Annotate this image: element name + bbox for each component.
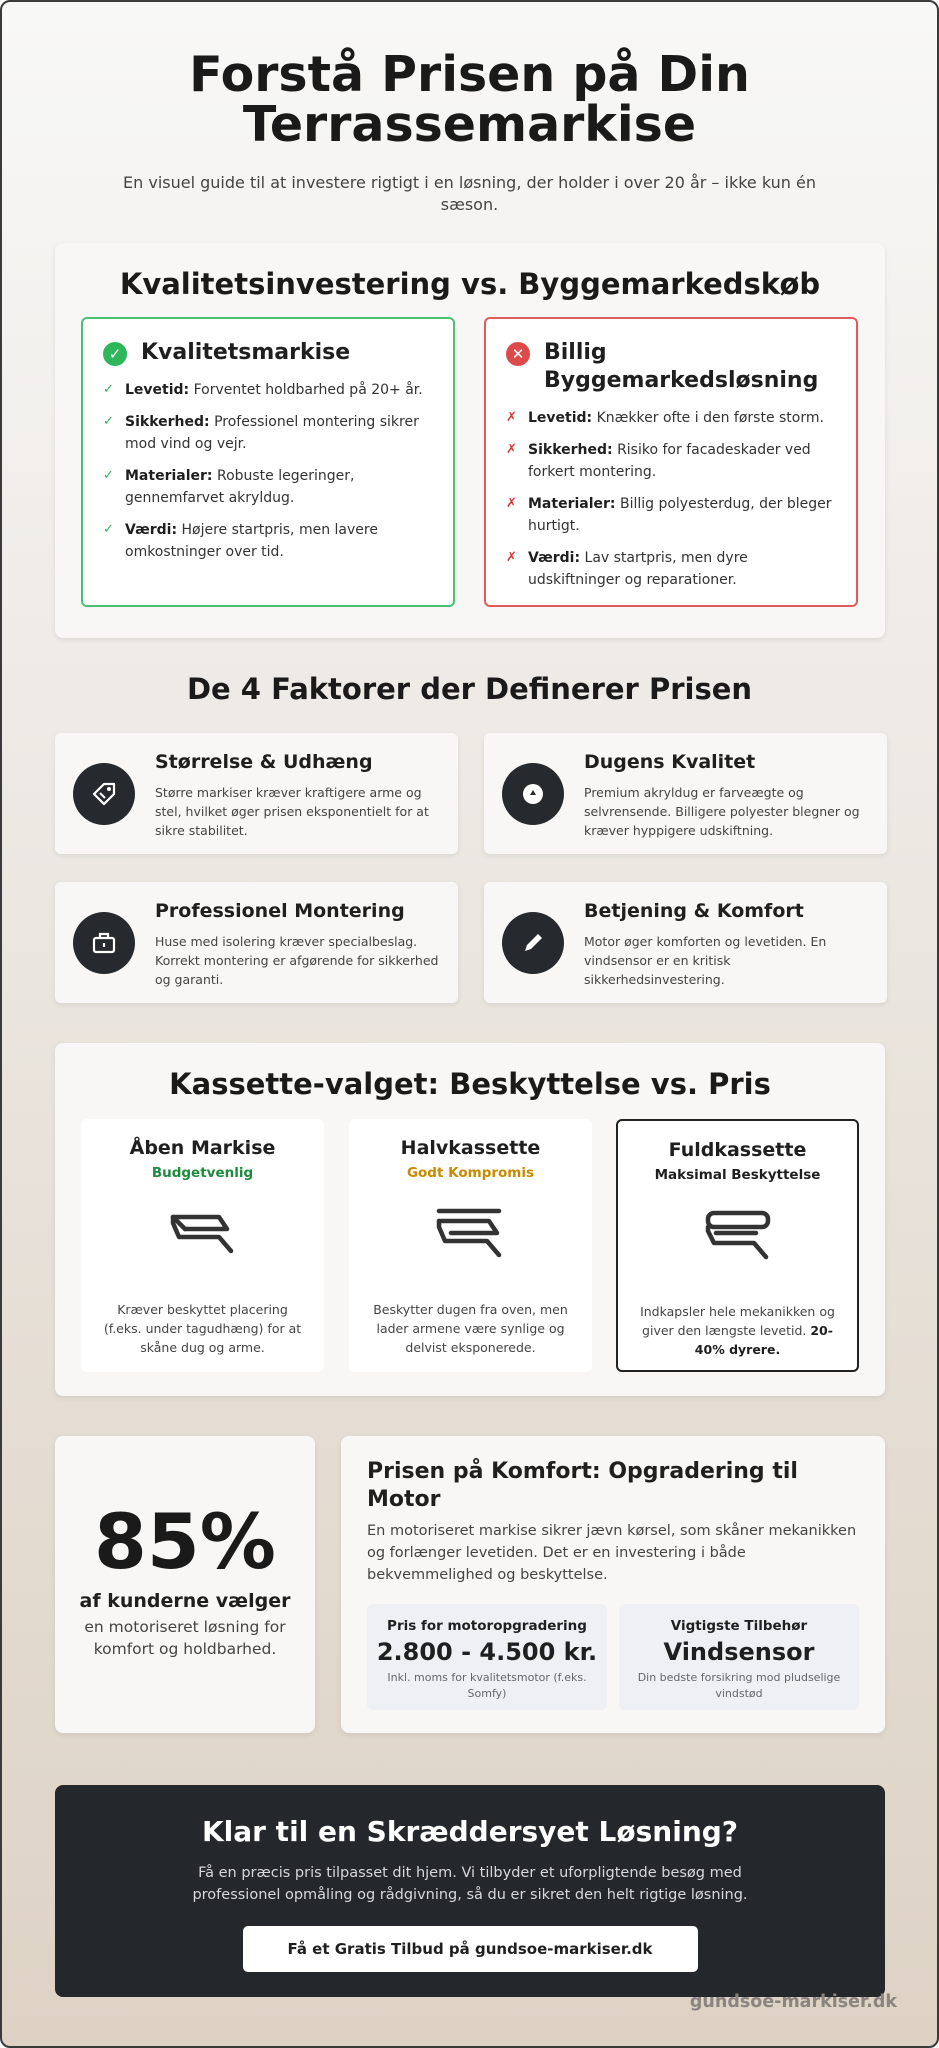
cross-icon: ✗ bbox=[506, 442, 517, 457]
stat-text: en motoriseret løsning for komfort og holdbarhed. bbox=[84, 1618, 286, 1658]
tag-icon bbox=[73, 763, 135, 825]
factors-title: De 4 Faktorer der Definerer Prisen bbox=[186, 672, 753, 706]
check-icon: ✓ bbox=[103, 382, 114, 397]
quality-title: Kvalitetsmarkise bbox=[141, 340, 351, 365]
cta-text: Få en præcis pris tilpasset dit hjem. Vi tilbyder et uforpligtende besøg med professionel opmåling og rådgivning, så du er sikret den helt rigtige løsning. bbox=[192, 1865, 748, 1903]
cassette-option-title: Fuldkassette bbox=[668, 1139, 807, 1161]
comparison-section bbox=[55, 243, 885, 638]
cassette-option-tag: Budgetvenlig bbox=[151, 1165, 254, 1181]
cassette-option-tag: Maksimal Beskyttelse bbox=[654, 1167, 821, 1183]
cassette-option-text: Beskytter dugen fra oven, men lader armene være synlige og delvist eksponerede. bbox=[373, 1302, 568, 1355]
cheap-item: ✗ Værdi: Lav startpris, men dyre udskiftninger og reparationer. bbox=[506, 547, 836, 591]
factor-title: Betjening & Komfort bbox=[584, 900, 804, 922]
motor-accessory-label: Vigtigste Tilbehør bbox=[670, 1618, 808, 1634]
stat-card bbox=[55, 1436, 315, 1733]
stat-strong: af kunderne vælger bbox=[79, 1590, 291, 1612]
factor-title: Professionel Montering bbox=[155, 900, 405, 922]
cassette-option-text: Kræver beskyttet placering (f.eks. under tagudhæng) for at skåne dug og arme. bbox=[103, 1302, 302, 1355]
factor-card bbox=[484, 882, 887, 1003]
factor-text: Premium akryldug er farveægte og selvrensende. Billigere polyester blegner og kræver hyppigere udskiftning. bbox=[584, 785, 860, 838]
x-circle-icon: ✕ bbox=[506, 342, 530, 366]
toolbox-icon bbox=[73, 912, 135, 974]
factor-card bbox=[55, 733, 458, 854]
pen-icon bbox=[502, 912, 564, 974]
motor-title: Prisen på Komfort: Opgradering til Motor bbox=[367, 1459, 798, 1512]
palette-icon bbox=[502, 763, 564, 825]
factor-text: Større markiser kræver kraftigere arme og stel, hvilket øger prisen eksponentielt for at sikre stabilitet. bbox=[155, 785, 429, 838]
cassette-option-text: Indkapsler hele mekanikken og giver den længste levetid. 20-40% dyrere. bbox=[640, 1304, 835, 1357]
cassette-option-tag: Godt Kompromis bbox=[406, 1165, 535, 1181]
motor-price-box bbox=[367, 1604, 607, 1710]
check-icon: ✓ bbox=[103, 522, 114, 537]
motor-accessory-box bbox=[619, 1604, 859, 1710]
check-circle-icon: ✓ bbox=[103, 342, 127, 366]
cassette-section bbox=[55, 1043, 885, 1396]
cross-icon: ✗ bbox=[506, 410, 517, 425]
cassette-option-half bbox=[349, 1119, 592, 1372]
factor-card bbox=[55, 882, 458, 1003]
quality-item: ✓ Levetid: Forventet holdbarhed på 20+ år. bbox=[103, 379, 433, 401]
motor-accessory-note: Din bedste forsikring mod pludselige vindstød bbox=[637, 1671, 841, 1700]
motor-price-note: Inkl. moms for kvalitetsmotor (f.eks. Somfy) bbox=[387, 1671, 587, 1700]
quality-item: ✓ Materialer: Robuste legeringer, gennemfarvet akryldug. bbox=[103, 465, 433, 509]
cheap-item: ✗ Levetid: Knækker ofte i den første storm. bbox=[506, 407, 836, 429]
cheap-box bbox=[484, 317, 858, 607]
comparison-title: Kvalitetsinvestering vs. Byggemarkedskøb bbox=[119, 267, 821, 301]
cassette-option-open bbox=[81, 1119, 324, 1372]
cross-icon: ✗ bbox=[506, 550, 517, 565]
hero bbox=[2, 2, 937, 216]
motor-price-label: Pris for motoropgradering bbox=[387, 1618, 587, 1634]
factor-title: Størrelse & Udhæng bbox=[155, 751, 373, 773]
motor-price-value: 2.800 - 4.500 kr. bbox=[376, 1638, 598, 1666]
quality-item: ✓ Sikkerhed: Professionel montering sikrer mod vind og vejr. bbox=[103, 411, 433, 455]
cassette-option-title: Åben Markise bbox=[129, 1137, 276, 1159]
factor-card bbox=[484, 733, 887, 854]
page-title: Forstå Prisen på Din Terrassemarkise bbox=[189, 46, 750, 153]
cheap-item: ✗ Sikkerhed: Risiko for facadeskader ved forkert montering. bbox=[506, 439, 836, 483]
factor-title: Dugens Kvalitet bbox=[584, 751, 756, 773]
full-cassette-icon bbox=[698, 1209, 778, 1273]
factor-text: Huse med isolering kræver specialbeslag. Korrekt montering er afgørende for sikkerhed og garanti. bbox=[155, 934, 439, 987]
cassette-option-title: Halvkassette bbox=[400, 1137, 541, 1159]
cheap-item: ✗ Materialer: Billig polyesterdug, der bleger hurtigt. bbox=[506, 493, 836, 537]
quality-box bbox=[81, 317, 455, 607]
check-icon: ✓ bbox=[103, 468, 114, 483]
motor-accessory-value: Vindsensor bbox=[663, 1638, 815, 1666]
motor-card bbox=[341, 1436, 885, 1733]
cheap-title: Billig Byggemarkedsløsning bbox=[544, 340, 819, 393]
stat-value: 85% bbox=[94, 1497, 276, 1586]
quality-item: ✓ Værdi: Højere startpris, men lavere omkostninger over tid. bbox=[103, 519, 433, 563]
cta-title: Klar til en Skræddersyet Løsning? bbox=[201, 1815, 739, 1848]
cta-button[interactable]: Få et Gratis Tilbud på gundsoe-markiser.dk bbox=[243, 1926, 698, 1972]
cross-icon: ✗ bbox=[506, 496, 517, 511]
footer-brand: gundsoe-markiser.dk bbox=[689, 1992, 897, 2012]
cassette-title: Kassette-valget: Beskyttelse vs. Pris bbox=[169, 1067, 771, 1101]
check-icon: ✓ bbox=[103, 414, 114, 429]
half-cassette-icon bbox=[431, 1207, 511, 1271]
cta-section bbox=[55, 1785, 885, 1997]
motor-text: En motoriseret markise sikrer jævn kørsel, som skåner mekanikken og forlænger levetiden. Det er en investering i både bekvemmelighed og beskyttelse. bbox=[367, 1523, 857, 1583]
open-awning-icon bbox=[163, 1207, 243, 1271]
factor-text: Motor øger komforten og levetiden. En vindsensor er en kritisk sikkerhedsinvestering. bbox=[584, 934, 827, 987]
page-subtitle: En visuel guide til at investere rigtigt i en løsning, der holder i over 20 år – ikke kun én sæson. bbox=[123, 173, 816, 214]
cassette-option-full bbox=[616, 1119, 859, 1372]
